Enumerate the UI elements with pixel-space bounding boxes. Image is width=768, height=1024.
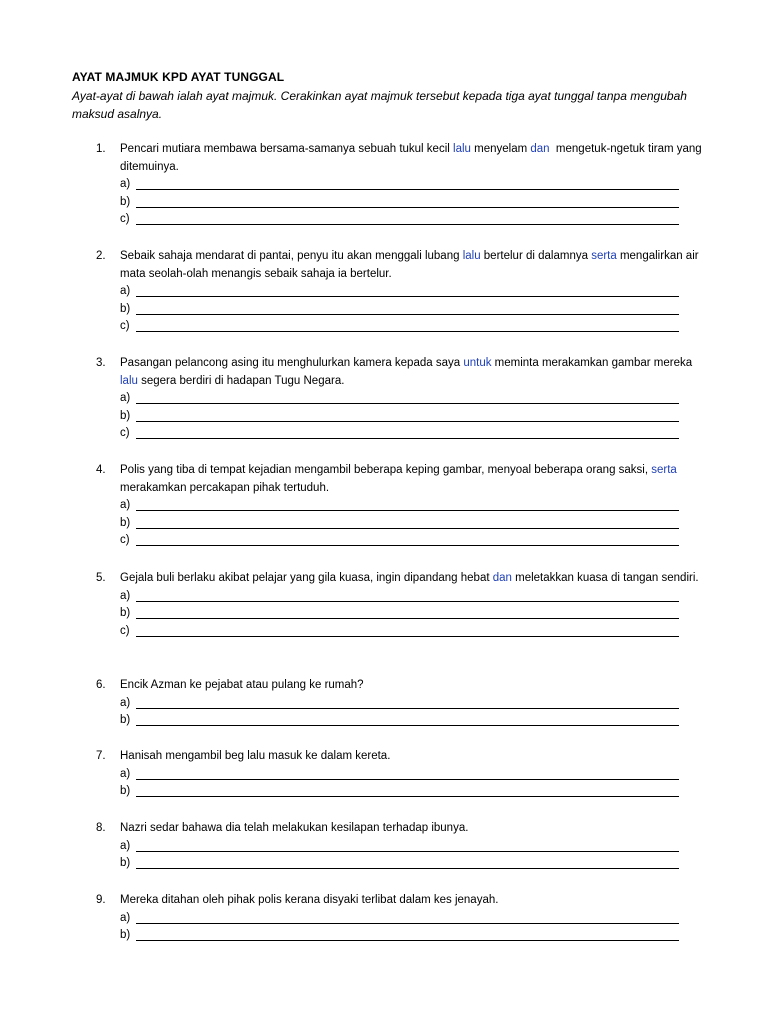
answer-label: c) [120, 624, 130, 637]
question-4 [96, 462, 706, 550]
answer-row [120, 211, 706, 229]
question-number: 8. [96, 822, 106, 834]
answer-label: a) [120, 499, 131, 511]
question-row [96, 355, 706, 390]
answer-label: b) [120, 516, 131, 529]
question-text-segment: segera berdiri di hadapan Tugu Negara. [137, 374, 345, 387]
answer-line[interactable] [136, 301, 679, 315]
answer-label: a) [120, 178, 131, 190]
question-text-segment: meminta merakamkan gambar mereka [491, 357, 696, 369]
question-number: 3. [96, 357, 106, 369]
answer-row [120, 515, 706, 533]
question-text [120, 248, 706, 283]
answer-line[interactable] [136, 588, 679, 602]
question-6 [96, 677, 706, 730]
question-3 [96, 355, 706, 443]
question-text [120, 820, 706, 838]
answer-row [120, 497, 706, 515]
question-text-segment: Polis yang tiba di tempat kejadian mengambil beberapa keping gambar, menyoal beberapa orang saksi, [120, 464, 652, 476]
answer-line[interactable] [136, 927, 679, 941]
answer-line[interactable] [136, 838, 679, 852]
question-text-segment: Pencari mutiara membawa bersama-samanya sebuah tukul kecil [120, 143, 454, 155]
answer-row [120, 301, 706, 319]
answer-label: b) [120, 929, 131, 941]
question-text [120, 462, 706, 497]
answer-line[interactable] [136, 605, 679, 619]
answer-line[interactable] [136, 712, 679, 726]
question-row [96, 248, 706, 283]
question-1 [96, 141, 706, 229]
answer-label: c) [120, 427, 130, 439]
answer-row [120, 695, 706, 713]
answer-row [120, 588, 706, 606]
question-number: 9. [96, 894, 106, 906]
question-text [120, 355, 706, 390]
answer-line[interactable] [136, 194, 679, 208]
conjunction-highlight: lalu [462, 250, 481, 262]
answer-label: b) [120, 409, 131, 422]
question-number: 5. [96, 572, 106, 584]
answer-label: a) [120, 767, 131, 780]
answer-label: a) [120, 285, 131, 297]
question-number: 1. [96, 143, 106, 155]
question-number: 7. [96, 750, 106, 762]
answer-row [120, 408, 706, 426]
worksheet-title: AYAT MAJMUK KPD AYAT TUNGGAL [72, 70, 285, 84]
question-row [96, 462, 706, 497]
answer-label: b) [120, 607, 131, 619]
question-8 [96, 820, 706, 873]
answer-line[interactable] [136, 211, 679, 225]
answer-label: c) [120, 320, 130, 332]
answer-line[interactable] [136, 515, 679, 529]
conjunction-highlight: dan [492, 572, 512, 584]
conjunction-highlight: serta [651, 464, 677, 476]
question-text-segment: meletakkan kuasa di tangan sendiri. [511, 572, 699, 584]
question-row [96, 141, 706, 176]
question-text [120, 141, 706, 176]
answer-label: a) [120, 839, 131, 852]
question-5 [96, 570, 706, 640]
answer-label: b) [120, 785, 131, 797]
answer-line[interactable] [136, 497, 679, 511]
worksheet-instructions: Ayat-ayat di bawah ialah ayat majmuk. Cerakinkan ayat majmuk tersebut kepada tiga ayat tunggal tanpa mengubah maksud asalnya. [72, 89, 687, 121]
answer-line[interactable] [136, 695, 679, 709]
question-row [96, 892, 706, 910]
question-text-segment: menyelam [470, 143, 531, 155]
question-text [120, 570, 706, 588]
answer-label: a) [120, 392, 131, 404]
answer-row [120, 425, 706, 443]
question-text-segment: merakamkan percakapan pihak tertuduh. [120, 464, 681, 494]
conjunction-highlight: serta [591, 250, 617, 262]
answer-line[interactable] [136, 390, 679, 404]
answer-label: b) [120, 302, 131, 315]
answer-row [120, 855, 706, 873]
question-text-segment: Gejala buli berlaku akibat pelajar yang gila kuasa, ingin dipandang hebat [120, 572, 493, 584]
answer-row [120, 318, 706, 336]
question-text [120, 748, 706, 766]
answer-label: b) [120, 714, 131, 726]
question-row [96, 748, 706, 766]
answer-line[interactable] [136, 783, 679, 797]
answer-line[interactable] [136, 910, 679, 924]
answer-row [120, 390, 706, 408]
answer-line[interactable] [136, 425, 679, 439]
answer-row [120, 283, 706, 301]
answer-row [120, 712, 706, 730]
answer-row [120, 176, 706, 194]
answer-line[interactable] [136, 408, 679, 422]
question-text-segment: Hanisah mengambil beg lalu masuk ke dalam kereta. [120, 750, 391, 762]
question-number: 6. [96, 679, 106, 691]
answer-row [120, 910, 706, 928]
question-row [96, 677, 706, 695]
answer-row [120, 927, 706, 945]
answer-line[interactable] [136, 766, 679, 780]
answer-line[interactable] [136, 623, 679, 637]
question-7 [96, 748, 706, 801]
answer-line[interactable] [136, 283, 679, 297]
question-text [120, 677, 706, 695]
answer-label: c) [120, 213, 130, 225]
question-text-segment: Mereka ditahan oleh pihak polis kerana disyaki terlibat dalam kes jenayah. [120, 894, 499, 906]
answer-label: a) [120, 589, 131, 602]
question-text-segment: bertelur di dalamnya [480, 250, 592, 262]
answer-line[interactable] [136, 176, 679, 190]
answer-row [120, 532, 706, 550]
question-2 [96, 248, 706, 336]
conjunction-highlight: lalu [453, 143, 471, 155]
answer-row [120, 605, 706, 623]
conjunction-highlight: dan [530, 143, 550, 155]
question-9 [96, 892, 706, 945]
answer-row [120, 838, 706, 856]
answer-label: b) [120, 195, 131, 208]
question-row [96, 820, 706, 838]
answer-row [120, 783, 706, 801]
conjunction-highlight: lalu [120, 374, 138, 387]
question-text-segment: mengalirkan air mata seolah-olah menangis sebaik sahaja ia bertelur. [120, 250, 702, 280]
question-number: 4. [96, 464, 106, 476]
conjunction-highlight: untuk [463, 357, 492, 369]
answer-line[interactable] [136, 855, 679, 869]
answer-label: c) [120, 534, 130, 546]
answer-row [120, 623, 706, 641]
answer-label: b) [120, 857, 131, 869]
question-text-segment: Sebaik sahaja mendarat di pantai, penyu itu akan menggali lubang [120, 250, 463, 262]
question-row [96, 570, 706, 588]
answer-line[interactable] [136, 318, 679, 332]
answer-row [120, 194, 706, 212]
question-number: 2. [96, 250, 106, 262]
question-text-segment: Nazri sedar bahawa dia telah melakukan kesilapan terhadap ibunya. [120, 822, 469, 834]
answer-label: a) [120, 696, 131, 709]
answer-row [120, 766, 706, 784]
question-text-segment: Encik Azman ke pejabat atau pulang ke rumah? [120, 679, 364, 691]
question-text-segment: mengetuk-ngetuk tiram yang ditemuinya. [120, 143, 705, 173]
answer-line[interactable] [136, 532, 679, 546]
answer-label: a) [120, 911, 131, 924]
question-text-segment: Pasangan pelancong asing itu menghulurkan kamera kepada saya [120, 357, 464, 369]
question-text [120, 892, 706, 910]
